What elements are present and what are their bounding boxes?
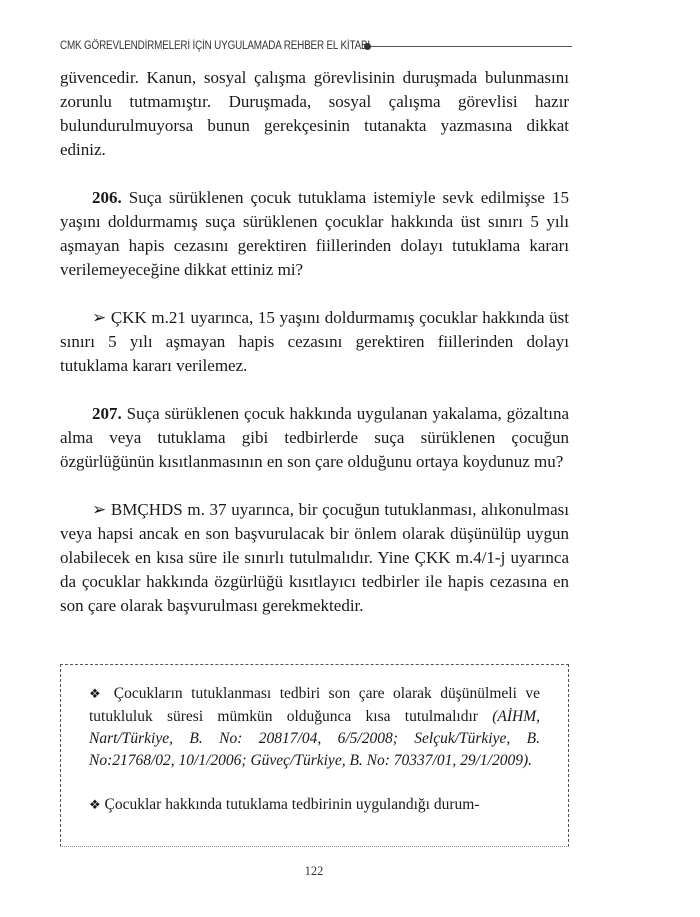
running-header-title: CMK GÖREVLENDİRMELERİ İÇİN UYGULAMADA REHBER EL KİTABI (60, 40, 371, 52)
question-number: 206. (92, 188, 122, 207)
box-item (89, 794, 540, 817)
main-text (60, 66, 569, 618)
answer-206 (60, 306, 569, 378)
page-number: 122 (304, 864, 324, 878)
case-citation: (AİHM, Nart/Türkiye, B. No: 20817/04, 6/5/2008; Selçuk/Türkiye, B. No:21768/02, 10/1/2006; Güveç/Türkiye, B. No: 70337/01, 29/1/2009). (89, 708, 540, 769)
header-rule (371, 46, 572, 47)
question-text: Suça sürüklenen çocuk hakkında uygulanan yakalama, gözaltına alma veya tutuklama gibi tedbirlerde suça sürüklenen çocuğun özgürlüğünün kısıtlanmasının en son çare olduğunu ortaya koydunuz mu? (60, 404, 569, 471)
answer-text: ÇKK m.21 uyarınca, 15 yaşını doldurmamış çocuklar hakkında üst sınırı 5 yılı aşmayan hapis cezasını gerektiren fiillerinden dolayı tutuklama kararı verilemez. (60, 308, 569, 375)
continuation-paragraph: güvencedir. Kanun, sosyal çalışma görevlisinin duruşmada bulunmasını zorunlu tutmamıştır. Duruşmada, sosyal çalışma görevlisi hazır bulundurulmuyorsa bunun gerekçesinin tutanakta yazmasına dikkat ediniz. (60, 68, 569, 159)
box-item-text: Çocuklar hakkında tutuklama tedbirinin uygulandığı durum- (100, 796, 480, 813)
question-text: Suça sürüklenen çocuk tutuklama istemiyle sevk edilmişse 15 yaşını doldurmamış suça sürüklenen çocuklar hakkında üst sınırı 5 yılı aşmayan hapis cezasını gerektiren fiillerinden dolayı tutuklama kararı verilemeyeceğine dikkat ettiniz mi? (60, 188, 569, 279)
answer-207 (60, 498, 569, 618)
diamond-bullet-icon: ❖ (89, 798, 101, 813)
arrow-bullet-icon: ➢ (92, 500, 107, 519)
box-item-text: Çocukların tutuklanması tedbiri son çare olarak düşünülmeli ve tutukluluk süresi mümkün olduğunca kısa tutulmalıdır (89, 685, 540, 725)
question-number: 207. (92, 404, 122, 423)
answer-text: BMÇHDS m. 37 uyarınca, bir çocuğun tutuklanması, alıkonulması veya hapsi ancak en son başvurulacak bir önlem olarak düşünülüp uygun olabilecek en kısa süre ile sınırlı tutulmalıdır. Yine ÇKK m.4/1-j uyarınca da çocuklar hakkında özgürlüğü kısıtlayıcı tedbirler ile hapis cezasına en son çare olarak başvurulması gerekmektedir. (60, 500, 569, 615)
case-law-box (60, 664, 569, 847)
diamond-bullet-icon: ❖ (89, 687, 106, 702)
box-item (89, 683, 540, 772)
question-207 (60, 402, 569, 474)
arrow-bullet-icon: ➢ (92, 308, 107, 327)
running-header (60, 37, 572, 55)
question-206 (60, 186, 569, 282)
